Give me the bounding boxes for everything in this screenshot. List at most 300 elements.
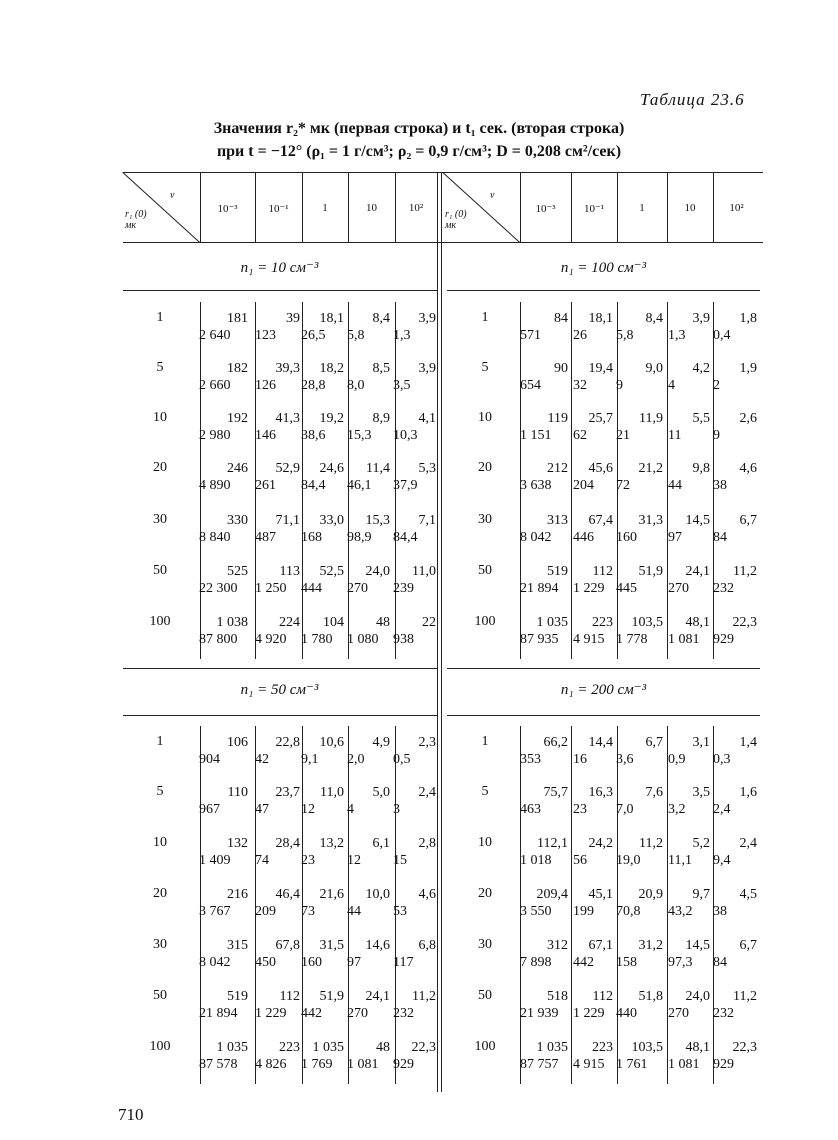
- table-title-line1: Значения r₂* мк (первая строка) и t₁ сек. (вторая строка): [213, 120, 625, 137]
- header-diagonal: [442, 172, 520, 243]
- row-label: 50: [153, 988, 167, 1003]
- cell-time: 97: [347, 955, 361, 970]
- cell-radius: 224: [279, 615, 300, 630]
- table-cell: [255, 988, 300, 1022]
- table-cell: [520, 310, 568, 344]
- cell-time: 12: [347, 853, 361, 868]
- cell-radius: 75,7: [543, 785, 568, 800]
- column-header: 10⁻³: [535, 203, 556, 215]
- table-cell: [520, 988, 568, 1022]
- table-cell: [573, 614, 613, 648]
- cell-radius: 110: [227, 785, 248, 800]
- cell-radius: 103,5: [631, 1040, 663, 1055]
- band-rule: [123, 290, 438, 291]
- table-cell: [393, 886, 436, 920]
- table-cell: [255, 460, 300, 494]
- row-label: 100: [149, 614, 171, 629]
- cell-radius: 11,2: [412, 989, 436, 1004]
- cell-time: 3 767: [199, 904, 231, 919]
- cell-time: 5,8: [616, 328, 634, 343]
- table-cell: [255, 835, 300, 869]
- cell-radius: 84: [554, 311, 568, 326]
- row-label: 5: [481, 360, 489, 375]
- cell-radius: 3,5: [692, 785, 710, 800]
- cell-time: 9,4: [713, 853, 731, 868]
- table-cell: [668, 360, 710, 394]
- table-cell: [713, 310, 757, 344]
- table-cell: [255, 360, 300, 394]
- cell-time: 444: [301, 581, 322, 596]
- table-cell: [301, 988, 344, 1022]
- cell-time: 126: [255, 378, 276, 393]
- cell-time: 26,5: [301, 328, 326, 343]
- cell-radius: 51,9: [638, 564, 663, 579]
- table-cell: [393, 360, 436, 394]
- cell-radius: 31,2: [638, 938, 663, 953]
- table-cell: [573, 1039, 613, 1073]
- table-cell: [301, 886, 344, 920]
- cell-time: 938: [393, 632, 414, 647]
- cell-radius: 71,1: [275, 513, 300, 528]
- cell-time: 42: [255, 752, 269, 767]
- cell-time: 5,8: [347, 328, 365, 343]
- cell-time: 38: [713, 478, 727, 493]
- header-corner-top: v: [490, 190, 495, 201]
- table-cell: [573, 937, 613, 971]
- cell-radius: 19,2: [319, 411, 344, 426]
- table-cell: [393, 937, 436, 971]
- cell-radius: 1,4: [739, 735, 757, 750]
- cell-radius: 11,9: [639, 411, 663, 426]
- cell-time: 654: [520, 378, 541, 393]
- table-cell: [301, 835, 344, 869]
- cell-time: 2 640: [199, 328, 231, 343]
- cell-time: 11,1: [668, 853, 692, 868]
- cell-radius: 6,8: [418, 938, 436, 953]
- cell-radius: 10,6: [319, 735, 344, 750]
- cell-time: 2,4: [713, 802, 731, 817]
- cell-radius: 21,6: [319, 887, 344, 902]
- cell-time: 38,6: [301, 428, 326, 443]
- cell-radius: 51,9: [319, 989, 344, 1004]
- cell-time: 73: [301, 904, 315, 919]
- row-label: 100: [474, 614, 496, 629]
- cell-radius: 9,8: [692, 461, 710, 476]
- table-cell: [616, 563, 663, 597]
- cell-radius: 5,0: [372, 785, 390, 800]
- cell-radius: 66,2: [543, 735, 568, 750]
- table-cell: [199, 835, 248, 869]
- cell-radius: 2,4: [739, 836, 757, 851]
- table-cell: [573, 512, 613, 546]
- cell-time: 445: [616, 581, 637, 596]
- table-cell: [301, 937, 344, 971]
- cell-radius: 19,4: [588, 361, 613, 376]
- cell-radius: 46,4: [275, 887, 300, 902]
- table-cell: [393, 310, 436, 344]
- cell-time: 9: [616, 378, 623, 393]
- table-cell: [347, 937, 390, 971]
- cell-radius: 223: [592, 615, 613, 630]
- cell-radius: 41,3: [275, 411, 300, 426]
- cell-time: 929: [713, 632, 734, 647]
- cell-time: 967: [199, 802, 220, 817]
- cell-time: 160: [616, 530, 637, 545]
- cell-radius: 6,1: [372, 836, 390, 851]
- table-cell: [199, 784, 248, 818]
- cell-radius: 2,3: [418, 735, 436, 750]
- cell-time: 8 042: [199, 955, 231, 970]
- cell-time: 16: [573, 752, 587, 767]
- cell-radius: 1 035: [312, 1040, 344, 1055]
- table-cell: [573, 563, 613, 597]
- cell-time: 929: [713, 1057, 734, 1072]
- cell-radius: 20,9: [638, 887, 663, 902]
- column-header: 10: [366, 202, 377, 214]
- cell-time: 270: [347, 1006, 368, 1021]
- cell-time: 3 638: [520, 478, 552, 493]
- table-cell: [616, 460, 663, 494]
- cell-time: 43,2: [668, 904, 693, 919]
- table-cell: [255, 937, 300, 971]
- cell-time: 3: [393, 802, 400, 817]
- cell-radius: 18,2: [319, 361, 344, 376]
- cell-time: 2: [713, 378, 720, 393]
- cell-radius: 22,3: [732, 615, 757, 630]
- column-header: 10: [684, 202, 696, 214]
- cell-radius: 6,7: [739, 513, 757, 528]
- cell-time: 209: [255, 904, 276, 919]
- table-cell: [393, 614, 436, 648]
- cell-time: 3,5: [393, 378, 411, 393]
- band-rule: [447, 715, 760, 716]
- cell-radius: 14,4: [588, 735, 613, 750]
- table-cell: [573, 360, 613, 394]
- cell-time: 9,1: [301, 752, 319, 767]
- row-label: 10: [478, 835, 492, 850]
- cell-radius: 8,4: [645, 311, 663, 326]
- table-cell: [616, 512, 663, 546]
- cell-radius: 21,2: [638, 461, 663, 476]
- table-cell: [616, 784, 663, 818]
- table-cell: [713, 410, 757, 444]
- table-cell: [199, 410, 248, 444]
- table-cell: [668, 886, 710, 920]
- cell-time: 2 980: [199, 428, 231, 443]
- table-cell: [199, 360, 248, 394]
- cell-radius: 212: [547, 461, 568, 476]
- cell-time: 1 151: [520, 428, 552, 443]
- table-cell: [199, 563, 248, 597]
- cell-time: 1 409: [199, 853, 231, 868]
- center-divider: [441, 172, 442, 1092]
- cell-radius: 14,6: [365, 938, 390, 953]
- cell-radius: 6,7: [645, 735, 663, 750]
- table-cell: [199, 1039, 248, 1073]
- cell-time: 19,0: [616, 853, 641, 868]
- cell-radius: 7,1: [418, 513, 436, 528]
- cell-radius: 31,5: [319, 938, 344, 953]
- cell-radius: 24,0: [365, 564, 390, 579]
- cell-radius: 182: [227, 361, 248, 376]
- table-cell: [393, 460, 436, 494]
- cell-time: 270: [668, 581, 689, 596]
- cell-radius: 1 035: [536, 1040, 568, 1055]
- row-label: 5: [156, 360, 164, 375]
- table-cell: [393, 835, 436, 869]
- table-cell: [520, 835, 568, 869]
- row-label: 20: [153, 886, 167, 901]
- cell-time: 929: [393, 1057, 414, 1072]
- table-cell: [347, 835, 390, 869]
- cell-radius: 22,3: [732, 1040, 757, 1055]
- cell-time: 442: [573, 955, 594, 970]
- cell-time: 1,3: [393, 328, 411, 343]
- cell-radius: 48,1: [685, 1040, 710, 1055]
- cell-time: 2,0: [347, 752, 365, 767]
- cell-time: 1 780: [301, 632, 333, 647]
- cell-time: 12: [301, 802, 315, 817]
- table-cell: [520, 460, 568, 494]
- cell-time: 4: [668, 378, 675, 393]
- table-cell: [616, 360, 663, 394]
- cell-radius: 112,1: [537, 836, 568, 851]
- cell-radius: 519: [547, 564, 568, 579]
- row-label: 20: [153, 460, 167, 475]
- row-label: 20: [478, 886, 492, 901]
- cell-time: 199: [573, 904, 594, 919]
- cell-time: 3,2: [668, 802, 686, 817]
- cell-radius: 10,0: [365, 887, 390, 902]
- cell-time: 1 229: [573, 581, 605, 596]
- cell-time: 46,1: [347, 478, 372, 493]
- cell-time: 8,0: [347, 378, 365, 393]
- cell-time: 32: [573, 378, 587, 393]
- table-cell: [301, 1039, 344, 1073]
- cell-time: 270: [668, 1006, 689, 1021]
- table-cell: [616, 886, 663, 920]
- cell-time: 270: [347, 581, 368, 596]
- cell-radius: 67,8: [275, 938, 300, 953]
- row-label: 50: [153, 563, 167, 578]
- table-cell: [713, 835, 757, 869]
- cell-time: 22 300: [199, 581, 238, 596]
- table-cell: [713, 1039, 757, 1073]
- cell-radius: 24,6: [319, 461, 344, 476]
- page-number: 710: [118, 1105, 144, 1124]
- table-cell: [713, 563, 757, 597]
- cell-time: 232: [713, 1006, 734, 1021]
- cell-radius: 52,5: [319, 564, 344, 579]
- table-cell: [347, 310, 390, 344]
- cell-time: 21 894: [520, 581, 559, 596]
- cell-radius: 330: [227, 513, 248, 528]
- cell-radius: 11,2: [733, 564, 757, 579]
- table-cell: [668, 1039, 710, 1073]
- cell-radius: 2,4: [418, 785, 436, 800]
- cell-radius: 22,3: [411, 1040, 436, 1055]
- column-header: 10²: [729, 202, 744, 214]
- cell-time: 7 898: [520, 955, 552, 970]
- cell-radius: 3,9: [418, 361, 436, 376]
- table-cell: [301, 614, 344, 648]
- header-diagonal: [122, 172, 200, 243]
- row-label: 1: [481, 310, 489, 325]
- table-cell: [199, 886, 248, 920]
- row-label: 30: [478, 937, 492, 952]
- cell-time: 571: [520, 328, 541, 343]
- cell-time: 261: [255, 478, 276, 493]
- table-cell: [520, 886, 568, 920]
- cell-time: 70,8: [616, 904, 641, 919]
- cell-time: 123: [255, 328, 276, 343]
- cell-time: 97: [668, 530, 682, 545]
- cell-time: 84,4: [393, 530, 418, 545]
- cell-radius: 223: [279, 1040, 300, 1055]
- cell-radius: 3,9: [692, 311, 710, 326]
- cell-time: 98,9: [347, 530, 372, 545]
- block-label: n₁ = 50 см⁻³: [240, 682, 319, 698]
- cell-time: 72: [616, 478, 630, 493]
- header-corner-bottom: r₁ (0) мк: [125, 209, 147, 231]
- cell-time: 4: [347, 802, 354, 817]
- table-cell: [199, 460, 248, 494]
- cell-radius: 1 035: [216, 1040, 248, 1055]
- cell-time: 1 778: [616, 632, 648, 647]
- table-cell: [520, 512, 568, 546]
- table-title-line2: при t = −12° (ρ₁ = 1 г/см³; ρ₂ = 0,9 г/см³; D = 0,208 см²/сек): [216, 143, 622, 160]
- cell-time: 56: [573, 853, 587, 868]
- table-cell: [713, 784, 757, 818]
- cell-radius: 4,2: [692, 361, 710, 376]
- table-cell: [520, 1039, 568, 1073]
- cell-time: 442: [301, 1006, 322, 1021]
- cell-radius: 518: [547, 989, 568, 1004]
- cell-radius: 24,0: [685, 989, 710, 1004]
- cell-time: 160: [301, 955, 322, 970]
- table-cell: [255, 886, 300, 920]
- cell-radius: 1 038: [216, 615, 248, 630]
- cell-radius: 48,1: [685, 615, 710, 630]
- band-rule: [123, 715, 438, 716]
- cell-radius: 24,2: [588, 836, 613, 851]
- table-cell: [520, 937, 568, 971]
- table-cell: [347, 988, 390, 1022]
- cell-radius: 1 035: [536, 615, 568, 630]
- cell-radius: 48: [376, 615, 390, 630]
- table-cell: [668, 734, 710, 768]
- row-label: 100: [474, 1039, 496, 1054]
- cell-time: 1 081: [347, 1057, 379, 1072]
- cell-radius: 90: [554, 361, 568, 376]
- cell-time: 0,3: [713, 752, 731, 767]
- table-cell: [199, 734, 248, 768]
- cell-radius: 192: [227, 411, 248, 426]
- cell-radius: 216: [227, 887, 248, 902]
- table-cell: [255, 563, 300, 597]
- cell-radius: 1,6: [739, 785, 757, 800]
- table-cell: [301, 360, 344, 394]
- table-cell: [347, 512, 390, 546]
- table-cell: [668, 988, 710, 1022]
- column-header: 1: [322, 202, 328, 214]
- cell-time: 11: [668, 428, 682, 443]
- table-cell: [668, 310, 710, 344]
- table-cell: [573, 410, 613, 444]
- cell-radius: 4,1: [418, 411, 436, 426]
- cell-time: 168: [301, 530, 322, 545]
- row-label: 50: [478, 988, 492, 1003]
- cell-radius: 113: [279, 564, 300, 579]
- cell-time: 463: [520, 802, 541, 817]
- cell-time: 1 081: [668, 632, 700, 647]
- table-cell: [668, 563, 710, 597]
- table-cell: [255, 734, 300, 768]
- cell-time: 353: [520, 752, 541, 767]
- cell-time: 21 939: [520, 1006, 559, 1021]
- table-cell: [347, 460, 390, 494]
- row-label: 30: [153, 512, 167, 527]
- cell-radius: 8,5: [372, 361, 390, 376]
- cell-radius: 119: [547, 411, 568, 426]
- cell-radius: 28,4: [275, 836, 300, 851]
- cell-radius: 24,1: [365, 989, 390, 1004]
- table-cell: [520, 360, 568, 394]
- row-label: 5: [156, 784, 164, 799]
- table-cell: [301, 410, 344, 444]
- row-label: 50: [478, 563, 492, 578]
- cell-time: 1 080: [347, 632, 379, 647]
- cell-radius: 181: [227, 311, 248, 326]
- table-cell: [301, 734, 344, 768]
- table-cell: [301, 784, 344, 818]
- cell-time: 7,0: [616, 802, 634, 817]
- table-cell: [713, 937, 757, 971]
- cell-radius: 112: [592, 564, 613, 579]
- cell-time: 21 894: [199, 1006, 238, 1021]
- cell-time: 53: [393, 904, 407, 919]
- cell-time: 4 920: [255, 632, 287, 647]
- cell-time: 904: [199, 752, 220, 767]
- cell-time: 15,3: [347, 428, 372, 443]
- cell-radius: 5,3: [418, 461, 436, 476]
- table-cell: [573, 784, 613, 818]
- cell-time: 44: [347, 904, 361, 919]
- cell-time: 4 915: [573, 1057, 605, 1072]
- cell-time: 84: [713, 955, 727, 970]
- table-cell: [668, 835, 710, 869]
- cell-radius: 4,6: [418, 887, 436, 902]
- cell-time: 8 840: [199, 530, 231, 545]
- cell-time: 232: [393, 1006, 414, 1021]
- cell-radius: 7,6: [645, 785, 663, 800]
- cell-radius: 14,5: [685, 513, 710, 528]
- cell-time: 1 769: [301, 1057, 333, 1072]
- table-cell: [573, 886, 613, 920]
- cell-radius: 519: [227, 989, 248, 1004]
- cell-time: 38: [713, 904, 727, 919]
- cell-radius: 312: [547, 938, 568, 953]
- table-cell: [573, 988, 613, 1022]
- block-label: n₁ = 100 см⁻³: [560, 260, 647, 276]
- column-header: 10⁻³: [217, 203, 238, 215]
- cell-radius: 4,9: [372, 735, 390, 750]
- cell-time: 1 761: [616, 1057, 648, 1072]
- cell-radius: 22,8: [275, 735, 300, 750]
- table-cell: [347, 886, 390, 920]
- table-cell: [616, 835, 663, 869]
- table-cell: [393, 734, 436, 768]
